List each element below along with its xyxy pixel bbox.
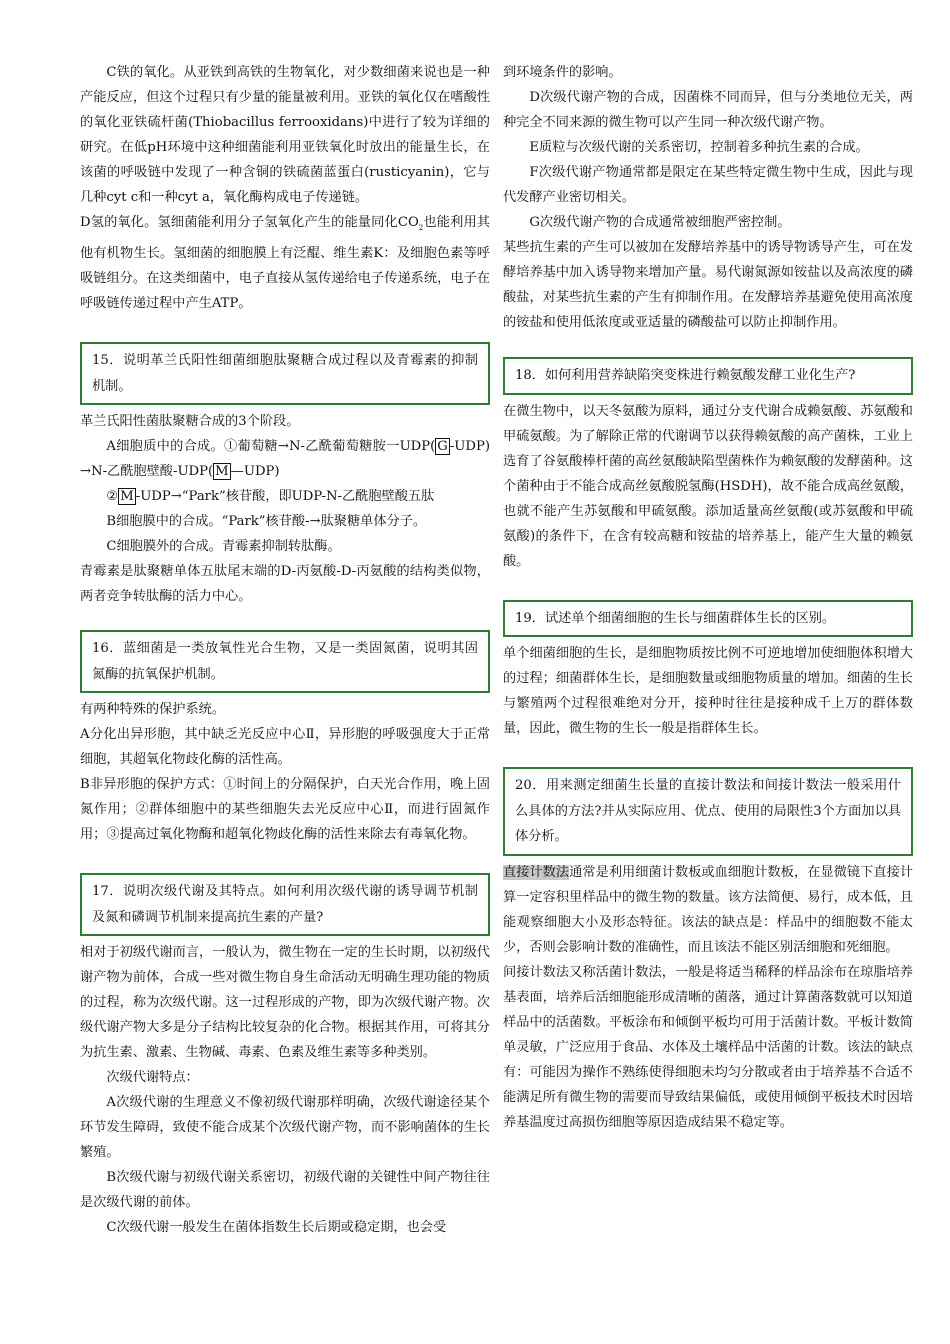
text-segment: —UDP)	[230, 464, 280, 479]
answer-17-d: D次级代谢产物的合成，因菌株不同而异，但与分类地位无关，两种完全不同来源的微生物可以产生同一种次级代谢产物。	[503, 90, 913, 130]
boxed-letter: M	[215, 464, 229, 479]
answer-16	[80, 697, 490, 847]
text-segment: 通常是利用细菌计数板或血细胞计数板，在显微镜下直接计算一定容积里样品中的微生物的数量。该方法简便、易行，成本低，且能观察细胞大小及形态特征。该法的缺点是：样品中的细胞数不能太少，否则会影响计数的准确性，而且该法不能区别活细胞和死细胞。	[503, 864, 914, 955]
text-segment: A细胞质中的合成。①葡萄糖→N-乙酰葡萄糖胺一UDP(	[106, 439, 436, 454]
question-16: 16．蓝细菌是一类放氧性光合生物，又是一类固氮菌，说明其固氮酶的抗氧保护机制。	[92, 641, 478, 682]
question-box-16	[80, 630, 490, 693]
answer-17-p1: 相对于初级代谢而言，一般认为，微生物在一定的生长时期，以初级代谢产物为前体，合成一些对微生物自身生命活动无明确生理功能的物质的过程，称为次级代谢。这一过程形成的产物，即为次级代谢产物。次级代谢产物大多是分子结构比较复杂的化合物。根据其作用，可将其分为抗生素、激素、生物碱、毒素、色素及维生素等多种类别。	[80, 945, 490, 1060]
subscript: 2	[418, 224, 424, 232]
text-segment: 也能利用其他有机物生长。氢细菌的细胞膜上有泛醌、维生素K：及细胞色素等呼吸链组分。在这类细菌中，电子直接从氢传递给电子传递系统，电子在呼吸链传递过程中产生ATP。	[80, 215, 490, 311]
question-18: 18．如何利用营养缺陷突变株进行赖氨酸发酵工业化生产?	[515, 368, 856, 383]
answer-20-p1	[503, 860, 913, 960]
question-box-15	[80, 342, 490, 405]
answer-17	[80, 940, 490, 1240]
answer-17-c: C次级代谢一般发生在菌体指数生长后期或稳定期，也会受	[106, 1220, 447, 1235]
answer-18-text: 在微生物中，以天冬氨酸为原料，通过分支代谢合成赖氨酸、苏氨酸和甲硫氨酸。为了解除正常的代谢调节以获得赖氨酸的高产菌株，工业上选育了谷氨酸棒杆菌的高丝氨酸缺陷型菌株作为赖氨酸的发酵菌种。这个菌种由于不能合成高丝氨酸脱氢酶(HSDH)，故不能合成高丝氨酸，也就不能产生苏氨酸和甲硫氨酸。添加适量高丝氨酸(或苏氨酸和甲硫氨酸)的条件下，在含有较高糖和铵盐的培养基上，能产生大量的赖氨酸。	[503, 403, 913, 569]
text-segment: D氢的氧化。氢细菌能利用分子氢氧化产生的能量同化CO	[80, 215, 419, 230]
question-box-19	[503, 600, 913, 638]
answer-16-b: B非异形胞的保护方式：①时间上的分隔保护，白天光合作用，晚上固氮作用；②群体细胞中的某些细胞失去光反应中心Ⅱ，而进行固氮作用；③提高过氧化物酶和超氧化物歧化酶的活性来除去有毒氧化物。	[80, 777, 490, 842]
boxed-letter: M	[120, 489, 134, 504]
question-17: 17．说明次级代谢及其特点。如何利用次级代谢的诱导调节机制及氮和磷调节机制来提高抗生素的产量?	[92, 884, 478, 925]
paragraph-hydrogen-oxidation	[80, 210, 490, 316]
answer-19	[503, 641, 913, 741]
answer-18	[503, 399, 913, 574]
answer-17-e: E质粒与次级代谢的关系密切，控制着多种抗生素的合成。	[529, 140, 869, 155]
left-column	[80, 60, 490, 1240]
answer-17-end: 某些抗生素的产生可以被加在发酵培养基中的诱导物诱导产生，可在发酵培养基中加入诱导物来增加产量。易代谢氮源如铵盐以及高浓度的磷酸盐，对某些抗生素的产生有抑制作用。在发酵培养基避免使用高浓度的铵盐和使用低浓度或亚适量的磷酸盐可以防止抑制作用。	[503, 240, 913, 330]
answer-15-a2	[80, 484, 490, 509]
question-19: 19．试述单个细菌细胞的生长与细菌群体生长的区别。	[515, 610, 836, 626]
answer-20-p2: 间接计数法又称活菌计数法，一般是将适当稀释的样品涂布在琼脂培养基表面，培养后活细胞能形成清晰的菌落，通过计算菌落数就可以知道样品中的活菌数。平板涂布和倾倒平板均可用于活菌计数。平板计数简单灵敏，广泛应用于食品、水体及土壤样品中活菌的计数。该法的缺点有：可能因为操作不熟练使得细胞未均匀分散或者由于培养基不合适不能满足所有微生物的需要而导致结果偏低，或使用倾倒平板技术时因培养基温度过高损伤细胞等原因造成结果不稳定等。	[503, 964, 913, 1130]
question-box-20	[503, 767, 913, 856]
paragraph-iron-oxidation: C铁的氧化。从亚铁到高铁的生物氧化，对少数细菌来说也是一种产能反应，但这个过程只有少量的能量被利用。亚铁的氧化仅在嗜酸性的氧化亚铁硫杆菌(Thiobacillus ferrooxidans)中进行了较为详细的研究。在低pH环境中这种细菌能利用亚铁氧化时放出的能量生长，在该菌的呼吸链中发现了一种含铜的铁硫菌蓝蛋白(rusticyanin)，它与几种cyt c和一种cyt a，氧化酶构成电子传递链。	[80, 65, 490, 205]
text-segment: -UDP)→N-乙酰胞壁酸-UDP(	[80, 439, 490, 479]
text-segment: -UDP→“Park”核苷酸，即UDP-N-乙酰胞壁酸五肽	[135, 489, 435, 504]
answer-16-intro: 有两种特殊的保护系统。	[80, 702, 226, 717]
answer-15	[80, 409, 490, 609]
text-segment: ②	[106, 489, 119, 504]
answer-17-g: G次级代谢产物的合成通常被细胞严密控制。	[529, 215, 791, 230]
answer-15-a	[80, 434, 490, 484]
answer-15-end: 青霉素是肽聚糖单体五肽尾末端的D-丙氨酸-D-丙氨酸的结构类似物，两者竞争转肽酶的活力中心。	[80, 564, 490, 604]
answer-15-b: B细胞膜中的合成。“Park”核苷酸-→肽聚糖单体分子。	[106, 514, 427, 529]
answer-17-features: 次级代谢特点：	[106, 1070, 199, 1085]
answer-16-a: A分化出异形胞，其中缺乏光反应中心Ⅱ，异形胞的呼吸强度大于正常细胞，其超氧化物歧化酶的活性高。	[80, 727, 490, 767]
answer-17-a: A次级代谢的生理意义不像初级代谢那样明确，次级代谢途径某个环节发生障碍，致使不能合成某个次级代谢产物，而不影响菌体的生长繁殖。	[80, 1095, 490, 1160]
question-15: 15．说明革兰氏阳性细菌细胞肽聚糖合成过程以及青霉素的抑制机制。	[92, 353, 478, 394]
question-box-18	[503, 357, 913, 395]
question-20: 20．用来测定细菌生长量的直接计数法和间接计数法一般采用什么具体的方法?并从实际应用、优点、使用的局限性3个方面加以具体分析。	[515, 778, 901, 844]
right-column	[503, 60, 913, 1135]
answer-17-c-cont: 到环境条件的影响。	[503, 65, 622, 80]
highlighted-term: 直接计数法	[503, 864, 570, 880]
answer-19-text: 单个细菌细胞的生长，是细胞物质按比例不可逆地增加使细胞体积增大的过程；细菌群体生长，是细胞数量或细胞物质量的增加。细菌的生长与繁殖两个过程很难绝对分开，接种时往往是接种成千上万的群体数量，因此，微生物的生长一般是指群体生长。	[503, 646, 913, 736]
answer-15-intro: 革兰氏阳性菌肽聚糖合成的3个阶段。	[80, 414, 300, 429]
answer-20	[503, 860, 913, 1135]
question-box-17	[80, 873, 490, 936]
boxed-letter: G	[437, 439, 448, 454]
answer-17-b: B次级代谢与初级代谢关系密切，初级代谢的关键性中间产物往往是次级代谢的前体。	[80, 1170, 490, 1210]
answer-15-c: C细胞膜外的合成。青霉素抑制转肽酶。	[106, 539, 341, 554]
answer-17-f: F次级代谢产物通常都是限定在某些特定微生物中生成，因此与现代发酵产业密切相关。	[503, 165, 913, 205]
